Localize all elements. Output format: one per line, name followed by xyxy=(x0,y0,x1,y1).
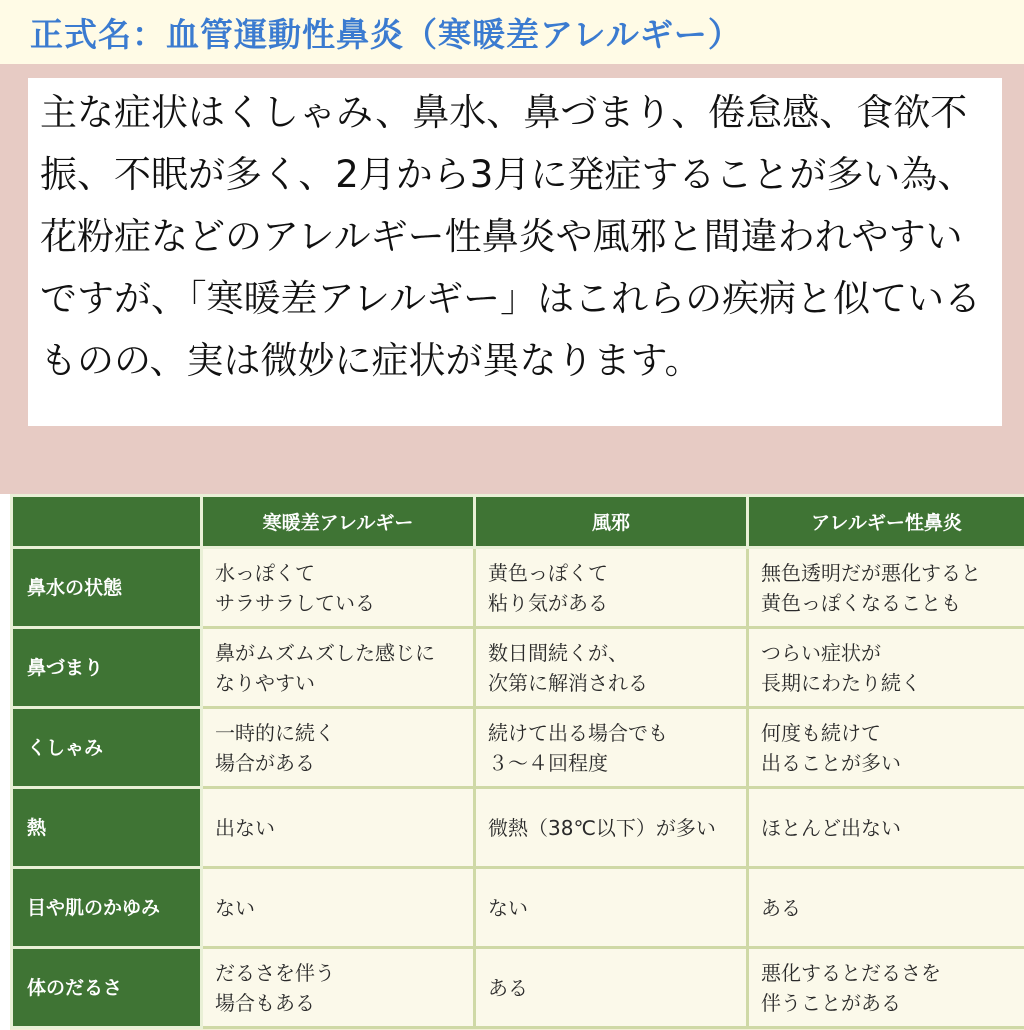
cell-line: ない xyxy=(488,895,528,920)
table-row xyxy=(12,868,1024,948)
header-cold-allergy: 寒暖差アレルギー xyxy=(202,496,475,548)
table-cell xyxy=(202,868,475,948)
table-cell xyxy=(475,788,748,868)
page-title: 正式名：血管運動性鼻炎（寒暖差アレルギー） xyxy=(30,14,742,54)
title-bar xyxy=(0,0,1024,64)
cell-line: ない xyxy=(215,895,255,920)
table-cell xyxy=(202,628,475,708)
cell-line: 黄色っぽくなることも xyxy=(761,590,961,615)
cell-line: 水っぽくて xyxy=(215,560,315,585)
table-row xyxy=(12,788,1024,868)
cell-line: 無色透明だが悪化すると xyxy=(761,560,981,585)
comparison-table-wrap xyxy=(10,494,1024,1030)
table-cell xyxy=(475,548,748,628)
cell-line: 悪化するとだるさを xyxy=(761,960,941,985)
table-header-row xyxy=(12,496,1024,548)
table-row xyxy=(12,628,1024,708)
table-cell xyxy=(202,948,475,1028)
cell-line: 一時的に続く xyxy=(215,720,335,745)
cell-line: 長期にわたり続く xyxy=(761,670,921,695)
row-label: 体のだるさ xyxy=(12,948,202,1028)
cell-line: 次第に解消される xyxy=(488,670,648,695)
cell-line: なりやすい xyxy=(215,670,315,695)
cell-line: サラサラしている xyxy=(215,590,375,615)
header-corner xyxy=(12,496,202,548)
table-cell xyxy=(475,948,748,1028)
table-row xyxy=(12,708,1024,788)
intro-text: 主な症状はくしゃみ、鼻水、鼻づまり、倦怠感、食欲不振、不眠が多く、2月から3月に発症することが多い為、花粉症などのアレルギー性鼻炎や風邪と間違われやすいですが、「寒暖差アレルギー」はこれらの疾病と似ているものの、実は微妙に症状が異なります。 xyxy=(40,91,982,382)
table-cell xyxy=(748,868,1024,948)
row-label: 熱 xyxy=(12,788,202,868)
header-allergic-rhinitis: アレルギー性鼻炎 xyxy=(748,496,1024,548)
cell-line: 鼻がムズムズした感じに xyxy=(215,640,435,665)
cell-line: 粘り気がある xyxy=(488,590,608,615)
cell-line: 伴うことがある xyxy=(761,990,901,1015)
table-cell xyxy=(202,548,475,628)
table-cell xyxy=(202,788,475,868)
cell-line: 何度も続けて xyxy=(761,720,881,745)
table-cell xyxy=(748,628,1024,708)
table-cell xyxy=(748,788,1024,868)
cell-line: だるさを伴う xyxy=(215,960,335,985)
table-row xyxy=(12,548,1024,628)
header-common-cold: 風邪 xyxy=(475,496,748,548)
comparison-table xyxy=(10,494,1024,1029)
cell-line: 出ない xyxy=(215,815,275,840)
table-cell xyxy=(475,628,748,708)
cell-line: 黄色っぽくて xyxy=(488,560,608,585)
table-cell xyxy=(475,708,748,788)
cell-line: 場合もある xyxy=(215,990,315,1015)
cell-line: ある xyxy=(761,895,801,920)
row-label: くしゃみ xyxy=(12,708,202,788)
cell-line: ある xyxy=(488,975,528,1000)
table-cell xyxy=(748,948,1024,1028)
row-label: 鼻づまり xyxy=(12,628,202,708)
cell-line: 出ることが多い xyxy=(761,750,901,775)
cell-line: 数日間続くが、 xyxy=(488,640,628,665)
row-label: 目や肌のかゆみ xyxy=(12,868,202,948)
cell-line: ほとんど出ない xyxy=(761,815,901,840)
cell-line: ３～４回程度 xyxy=(488,750,608,775)
intro-text-box xyxy=(28,78,1002,426)
table-cell xyxy=(748,708,1024,788)
table-cell xyxy=(475,868,748,948)
row-label: 鼻水の状態 xyxy=(12,548,202,628)
table-cell xyxy=(202,708,475,788)
table-body xyxy=(12,548,1024,1028)
cell-line: つらい症状が xyxy=(761,640,881,665)
table-row xyxy=(12,948,1024,1028)
cell-line: 場合がある xyxy=(215,750,315,775)
cell-line: 微熱（38℃以下）が多い xyxy=(488,815,716,840)
table-cell xyxy=(748,548,1024,628)
cell-line: 続けて出る場合でも xyxy=(488,720,668,745)
